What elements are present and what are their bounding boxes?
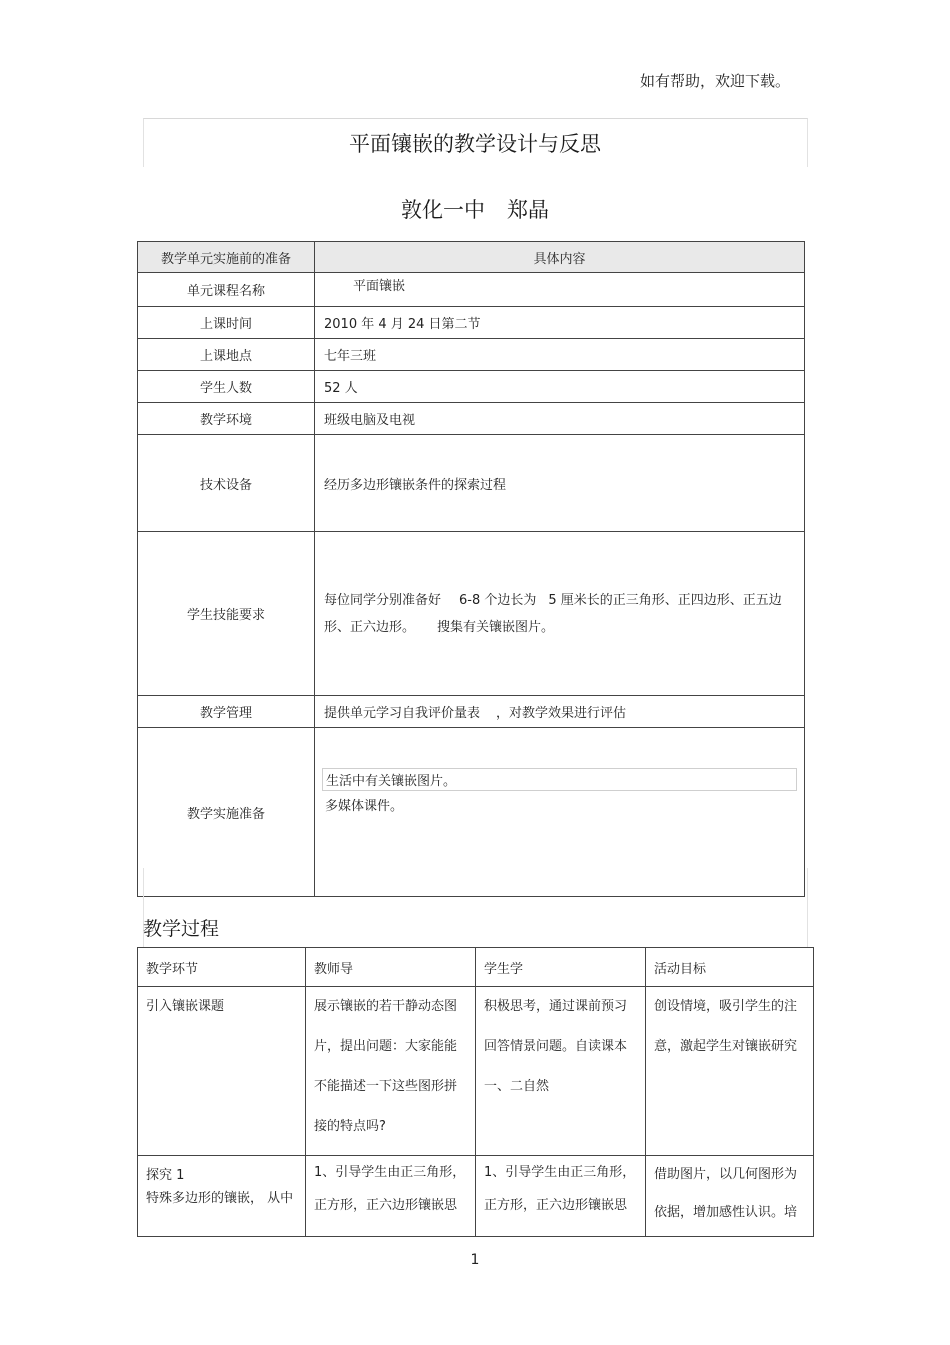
value-line: 生活中有关镶嵌图片。 (322, 768, 797, 791)
table-row (138, 339, 805, 371)
value-part: 5 厘米长的正三角形、正四边形、正五边形、正六边形。 (324, 592, 782, 635)
preparation-header-left: 教学单元实施前的准备 (138, 242, 315, 273)
value-part: 每位同学分别准备好 (324, 592, 442, 608)
author-school: 敦化一中 (401, 198, 485, 222)
preparation-header-row (138, 242, 805, 273)
stage-cell: 引入镶嵌课题 (138, 987, 306, 1156)
row-label: 教学环境 (138, 403, 315, 435)
preparation-header-right: 具体内容 (315, 242, 805, 273)
value-line: 多媒体课件。 (325, 799, 404, 814)
goal-cell: 借助图片，以几何图形为依据，增加感性认识。培 (646, 1156, 814, 1237)
row-label: 技术设备 (138, 435, 315, 532)
column-header: 教师导 (306, 948, 476, 987)
row-value: 班级电脑及电视 (315, 403, 805, 435)
table-row (138, 371, 805, 403)
row-label: 学生人数 (138, 371, 315, 403)
row-label: 学生技能要求 (138, 532, 315, 696)
teacher-cell: 展示镶嵌的若干静动态图片，提出问题：大家能能不能描述一下这些图形拼接的特点吗? (306, 987, 476, 1156)
student-cell: 1、引导学生由正三角形，正方形，正六边形镶嵌思 (476, 1156, 646, 1237)
table-row (138, 403, 805, 435)
stage-line: 探究 1 (146, 1168, 185, 1183)
author-name: 郑晶 (507, 198, 549, 222)
goal-cell: 创设情境，吸引学生的注意，激起学生对镶嵌研究 (646, 987, 814, 1156)
stage-line: 特殊多边形的镶嵌， 从中 (146, 1191, 294, 1206)
table-row (138, 435, 805, 532)
document-title: 平面镶嵌的教学设计与反思 (349, 132, 601, 156)
row-label: 上课时间 (138, 307, 315, 339)
value-part: 6-8 个边长为 (459, 592, 537, 608)
table-row (138, 1156, 814, 1237)
teacher-cell: 1、引导学生由正三角形，正方形，正六边形镶嵌思 (306, 1156, 476, 1237)
process-header-row (138, 948, 814, 987)
section-frame (143, 868, 808, 948)
table-row (138, 532, 805, 696)
page-number: 1 (470, 1252, 480, 1268)
value-part: 搜集有关镶嵌图片。 (437, 619, 555, 635)
value-part: 提供单元学习自我评价量表 (324, 706, 481, 721)
row-value: 平面镶嵌 (315, 273, 805, 307)
row-label: 教学实施准备 (138, 728, 315, 897)
row-value (315, 532, 805, 696)
table-row (138, 696, 805, 728)
table-row (138, 273, 805, 307)
row-value (315, 696, 805, 728)
value-part: ，对教学效果进行评估 (496, 706, 627, 721)
row-value: 七年三班 (315, 339, 805, 371)
table-row (138, 307, 805, 339)
stage-cell (138, 1156, 306, 1237)
preparation-table (137, 241, 805, 897)
section-title: 教学过程 (143, 918, 220, 940)
row-value: 52 人 (315, 371, 805, 403)
author-line (0, 194, 950, 224)
process-table (137, 947, 814, 1237)
table-row (138, 987, 814, 1156)
column-header: 教学环节 (138, 948, 306, 987)
student-cell: 积极思考，通过课前预习回答情景问题。自读课本一、二自然 (476, 987, 646, 1156)
header-note: 如有帮助，欢迎下载。 (640, 72, 791, 90)
column-header: 活动目标 (646, 948, 814, 987)
row-label: 教学管理 (138, 696, 315, 728)
row-label: 单元课程名称 (138, 273, 315, 307)
row-value: 2010 年 4 月 24 日第二节 (315, 307, 805, 339)
row-value: 经历多边形镶嵌条件的探索过程 (315, 435, 805, 532)
column-header: 学生学 (476, 948, 646, 987)
row-label: 上课地点 (138, 339, 315, 371)
